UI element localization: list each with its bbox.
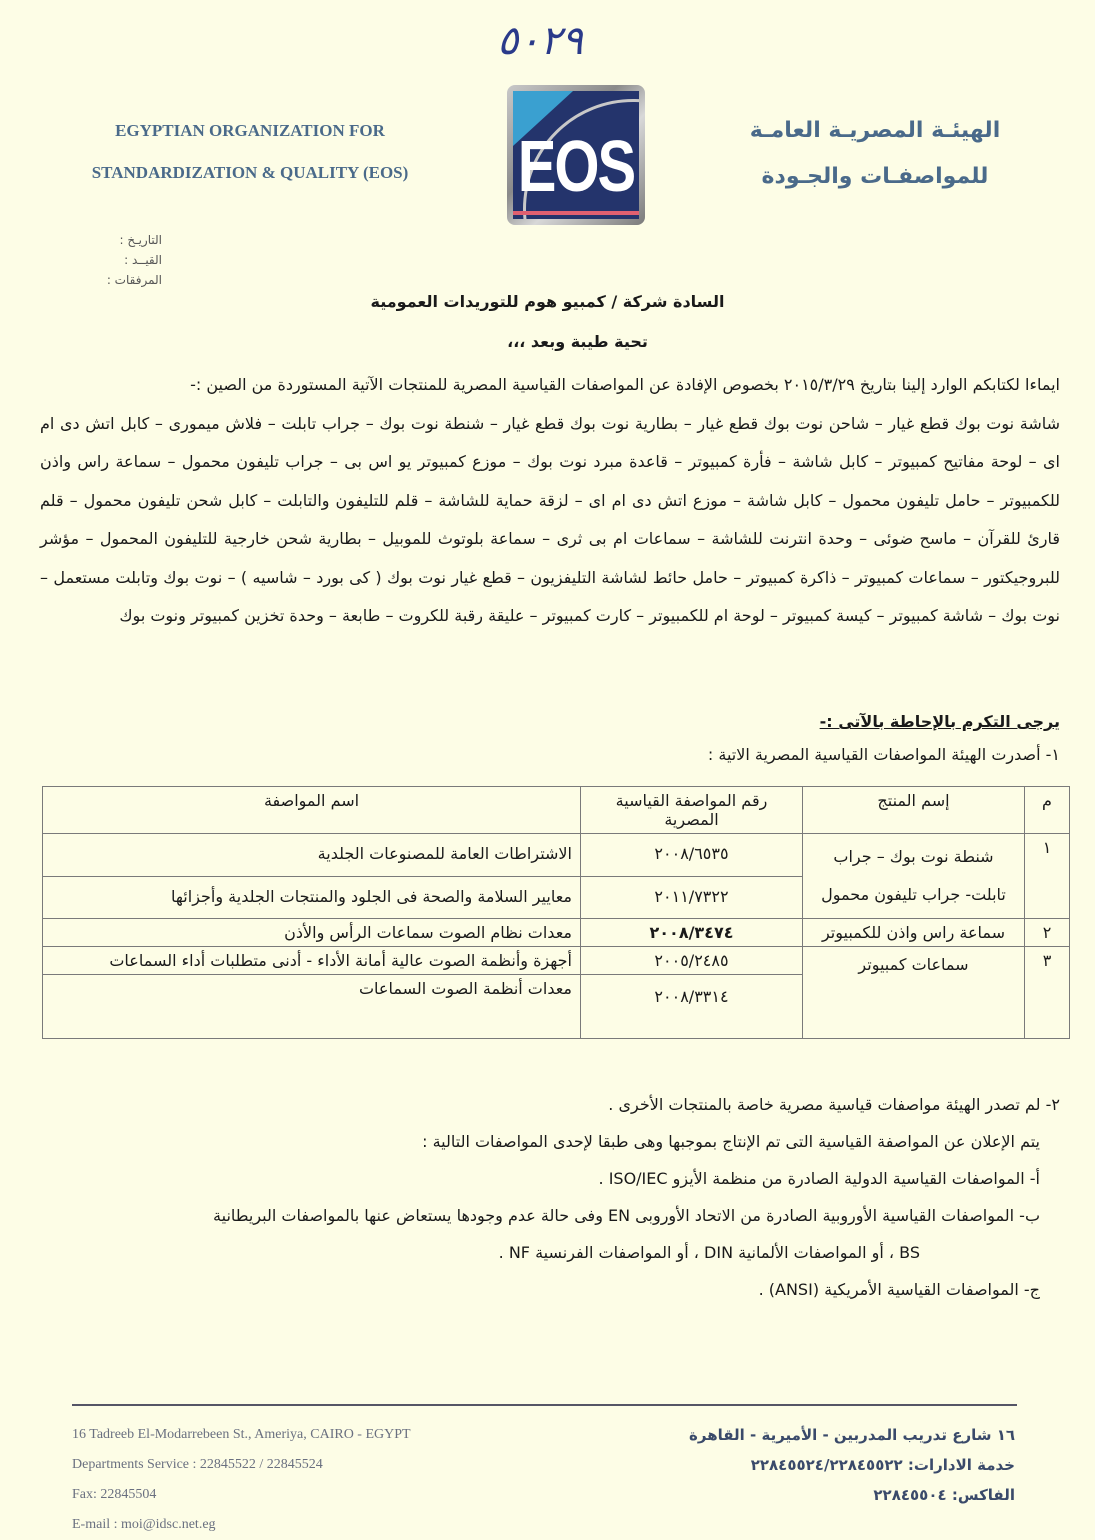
table-row [43, 834, 1070, 877]
footer-address-en: 16 Tadreeb El-Modarrebeen St., Ameriya, CAIRO - EGYPT [72, 1427, 411, 1442]
logo-text: EOS [517, 125, 635, 208]
row-product: سماعة راس واذن للكمبيوتر [803, 919, 1025, 947]
table-header-row [43, 787, 1070, 834]
header-spec-name: اسم المواصفة [43, 787, 581, 834]
standards-table [42, 786, 1070, 1039]
org-name-english [60, 110, 440, 194]
org-name-arabic-line2: للمواصفـات والجـودة [761, 164, 989, 189]
table-row [43, 947, 1070, 975]
intro-paragraph: ايماءا لكتابكم الوارد إلينا بتاريخ ٢٠١٥/٣/٢٩ بخصوص الإفادة عن المواصفات القياسية المصرية للمنتجات الآتية المستوردة من الصين :- [190, 375, 1060, 394]
letter-meta [70, 230, 162, 290]
footer-arabic [595, 1420, 1015, 1510]
row-product: سماعات كمبيوتر [803, 947, 1025, 1039]
org-name-arabic [725, 108, 1025, 200]
row-product: شنطة نوت بوك – جراب تابلت- جراب تليفون محمول [803, 834, 1025, 919]
org-name-english-line1: EGYPTIAN ORGANIZATION FOR [115, 121, 385, 140]
org-name-english-line2: STANDARDIZATION & QUALITY (EOS) [91, 163, 409, 182]
row-code: ٢٠٠٥/٢٤٨٥ [581, 947, 803, 975]
logo-background [513, 91, 639, 219]
footer-fax-ar: الفاكس: ٢٢٨٤٥٥٠٤ [873, 1486, 1015, 1504]
notes-section [40, 1086, 1060, 1308]
footer-english [72, 1420, 411, 1540]
footer-address-ar: ١٦ شارع تدريب المدربين - الأميرية - القاهرة [689, 1426, 1015, 1444]
point-1: ١- أصدرت الهيئة المواصفات القياسية المصرية الاتية : [707, 745, 1060, 764]
row-code: ٢٠٠٨/٣٤٧٤ [581, 919, 803, 947]
header-product: إسم المنتج [803, 787, 1025, 834]
row-code: ٢٠١١/٧٣٢٢ [581, 876, 803, 919]
note-item-b: ب- المواصفات القياسية الأوروبية الصادرة من الاتحاد الأوروبى EN وفى حالة عدم وجودها يستعاض عنها بالمواصفات البريطانية [213, 1206, 1040, 1225]
footer-divider [72, 1404, 1017, 1406]
attachments-label: المرفقات : [106, 273, 162, 287]
reference-label: القيــد : [124, 253, 162, 267]
row-spec-name: معايير السلامة والصحة فى الجلود والمنتجات الجلدية وأجزائها [43, 876, 581, 919]
greeting: تحية طيبة وبعد ،،، [507, 332, 648, 351]
row-spec-name: معدات أنظمة الصوت السماعات [43, 975, 581, 1039]
row-spec-name: الاشتراطات العامة للمصنوعات الجلدية [43, 834, 581, 877]
footer-email-en: E-mail : moi@idsc.net.eg [72, 1517, 216, 1532]
note-item-c: ج- المواصفات القياسية الأمريكية (ANSI) . [758, 1280, 1040, 1299]
addressee: السادة شركة / كمبيو هوم للتوريدات العمومية [370, 292, 725, 311]
eos-logo [507, 85, 645, 225]
note-item-a: أ- المواصفات القياسية الدولية الصادرة من منظمة الأيزو ISO/IEC . [598, 1169, 1040, 1188]
row-num: ٢ [1025, 919, 1070, 947]
row-code: ٢٠٠٨/٦٥٣٥ [581, 834, 803, 877]
row-spec-name: أجهزة وأنظمة الصوت عالية أمانة الأداء - أدنى متطلبات أداء السماعات [43, 947, 581, 975]
row-code: ٢٠٠٨/٣٣١٤ [581, 975, 803, 1039]
footer-fax-en: Fax: 22845504 [72, 1487, 157, 1502]
products-paragraph: شاشة نوت بوك قطع غيار – شاحن نوت بوك قطع غيار – بطارية نوت بوك قطع غيار – شنطة نوت بوك – جراب تابلت – فلاش ميمورى – كابل اتش دى ام اى – لوحة مفاتيح كمبيوتر – كابل شاشة – فأرة كمبيوتر – قاعدة مبرد نوت بوك – موزع كمبيوتر يو اس بى – جراب تليفون محمول – سماعة راس واذن للكمبيوتر – حامل تليفون محمول – كابل شاشة – موزع اتش دى ام اى – لزقة حماية للشاشة – قلم للتليفون والتابلت – كابل شحن تليفون محمول – قلم قارئ للقرآن – ماسح ضوئى – وحدة انترنت للشاشة – سماعات ام بى ثرى – سماعة بلوتوث للموبيل – بطارية شحن خارجية للتليفون المحمول – مؤشر للبروجيكتور – سماعات كمبيوتر – ذاكرة كمبيوتر – حامل حائط لشاشة التليفزيون – قطع غيار نوت بوك ( كى بورد – شاسيه ) – نوت بوك وتابلت مستعمل – نوت بوك – شاشة كمبيوتر – كيسة كمبيوتر – لوحة ام للكمبيوتر – كارت كمبيوتر – عليقة رقبة للكروت – طابعة – وحدة تخزين كمبيوتر ونوت بوك [40, 413, 1060, 625]
row-num: ١ [1025, 834, 1070, 919]
date-label: التاريـخ : [119, 233, 162, 247]
logo-stripe [513, 211, 639, 215]
declaration-text: يتم الإعلان عن المواصفة القياسية التى تم الإنتاج بموجبها وهى طبقا لإحدى المواصفات التالية : [422, 1132, 1040, 1151]
table-row [43, 919, 1070, 947]
kindly-note-heading: يرجى التكرم بالإحاطة بالآتى :- [819, 712, 1060, 731]
note-item-b-continued: BS ، أو المواصفات الألمانية DIN ، أو المواصفات الفرنسية NF . [498, 1243, 920, 1262]
org-name-arabic-line1: الهيئـة المصريـة العامـة [749, 118, 1001, 143]
row-spec-name: معدات نظام الصوت سماعات الرأس والأذن [43, 919, 581, 947]
point-2: ٢- لم تصدر الهيئة مواصفات قياسية مصرية خاصة بالمنتجات الأخرى . [608, 1095, 1060, 1114]
footer-departments-en: Departments Service : 22845522 / 22845524 [72, 1457, 323, 1472]
footer-departments-ar: خدمة الادارات: ٢٢٨٤٥٥٢٤/٢٢٨٤٥٥٢٢ [750, 1456, 1015, 1474]
letter-body [40, 366, 1060, 636]
handwritten-reference-number: ٥٠٢٩ [497, 18, 583, 64]
row-num: ٣ [1025, 947, 1070, 1039]
header-code: رقم المواصفة القياسية المصرية [581, 787, 803, 834]
header-num: م [1025, 787, 1070, 834]
